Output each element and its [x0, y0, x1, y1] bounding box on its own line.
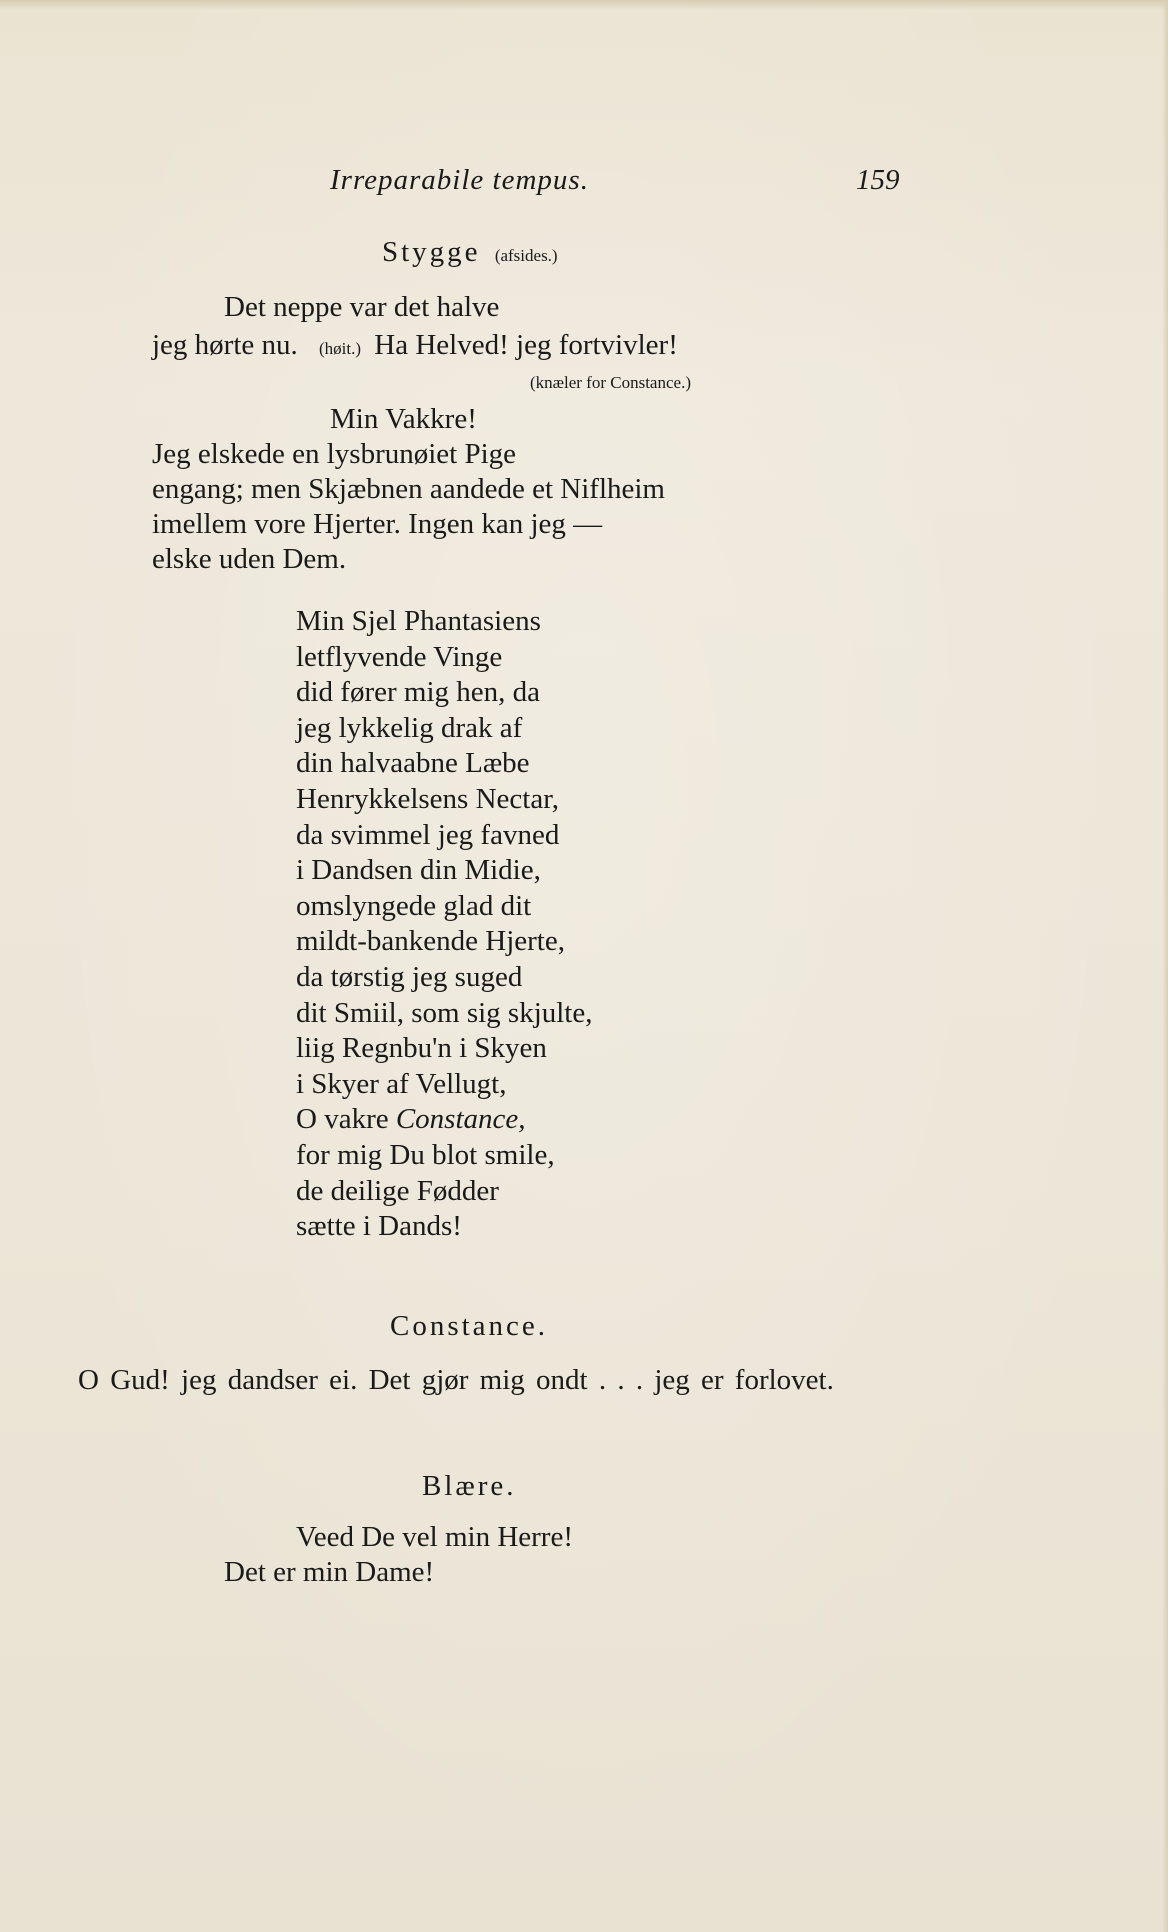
poem-line: did fører mig hen, da [296, 676, 541, 709]
poem-line: omslyngede glad dit [296, 889, 532, 922]
poem-line: liig Regnbu'n i Skyen [296, 1032, 547, 1065]
verse-line-with-direction [152, 328, 678, 366]
verse-line: engang; men Skjæbnen aandede et Niflheim [152, 473, 665, 505]
poem-line: jeg lykkelig drak af [296, 711, 523, 744]
poem-name-italic: Constance, [395, 1103, 526, 1136]
speaker-name: Stygge [382, 236, 481, 268]
page-edge-right [1162, 0, 1168, 1932]
verse-line: Det er min Dame! [224, 1556, 435, 1588]
poem-line: mildt-bankende Hjerte, [296, 925, 565, 958]
prose-constance: O Gud! jeg dandser ei. Det gjør mig ondt . . . jeg er forlovet. [78, 1364, 834, 1396]
poem-line: din halvaabne Læbe [296, 747, 530, 780]
speaker-blaere: Blære. [422, 1470, 517, 1502]
poem-stanza [296, 604, 593, 1245]
verse-line: Jeg elskede en lysbrunøiet Pige [152, 438, 517, 470]
speaker-constance: Constance. [390, 1310, 549, 1342]
verse-fragment: jeg hørte nu. [152, 329, 298, 361]
verse-fragment: Ha Helved! jeg fortvivler! [374, 329, 678, 361]
poem-line: letflyvende Vinge [296, 640, 503, 673]
poem-line: de deilige Fødder [296, 1174, 499, 1207]
verse-line: elske uden Dem. [152, 543, 347, 575]
stage-direction-aloud: (høit.) [319, 339, 362, 358]
stage-direction-kneel: (knæler for Constance.) [530, 373, 691, 392]
poem-line [296, 1102, 593, 1138]
poem-line: da tørstig jeg suged [296, 960, 523, 993]
poem-line: i Skyer af Vellugt, [296, 1067, 507, 1100]
running-header-title: Irreparabile tempus. [330, 164, 589, 196]
stage-direction-aside: (afsides.) [494, 246, 558, 265]
poem-line: i Dandsen din Midie, [296, 854, 541, 887]
poem-line: Min Sjel Phantasiens [296, 605, 541, 637]
poem-line: for mig Du blot smile, [296, 1138, 555, 1171]
verse-line: Veed De vel min Herre! [296, 1521, 573, 1553]
verse-line: imellem vore Hjerter. Ingen kan jeg — [152, 508, 603, 540]
poem-line: dit Smiil, som sig skjulte, [296, 996, 593, 1029]
poem-fragment: O vakre [296, 1103, 389, 1136]
page-edge-top [0, 0, 1168, 10]
verse-line: Det neppe var det halve [224, 291, 500, 323]
poem-line: sætte i Dands! [296, 1210, 462, 1243]
page-number: 159 [856, 164, 900, 196]
speaker-stygge [382, 236, 558, 269]
poem-line: Henrykkelsens Nectar, [296, 782, 559, 815]
verse-line: Min Vakkre! [330, 403, 477, 435]
poem-line: da svimmel jeg favned [296, 818, 560, 851]
